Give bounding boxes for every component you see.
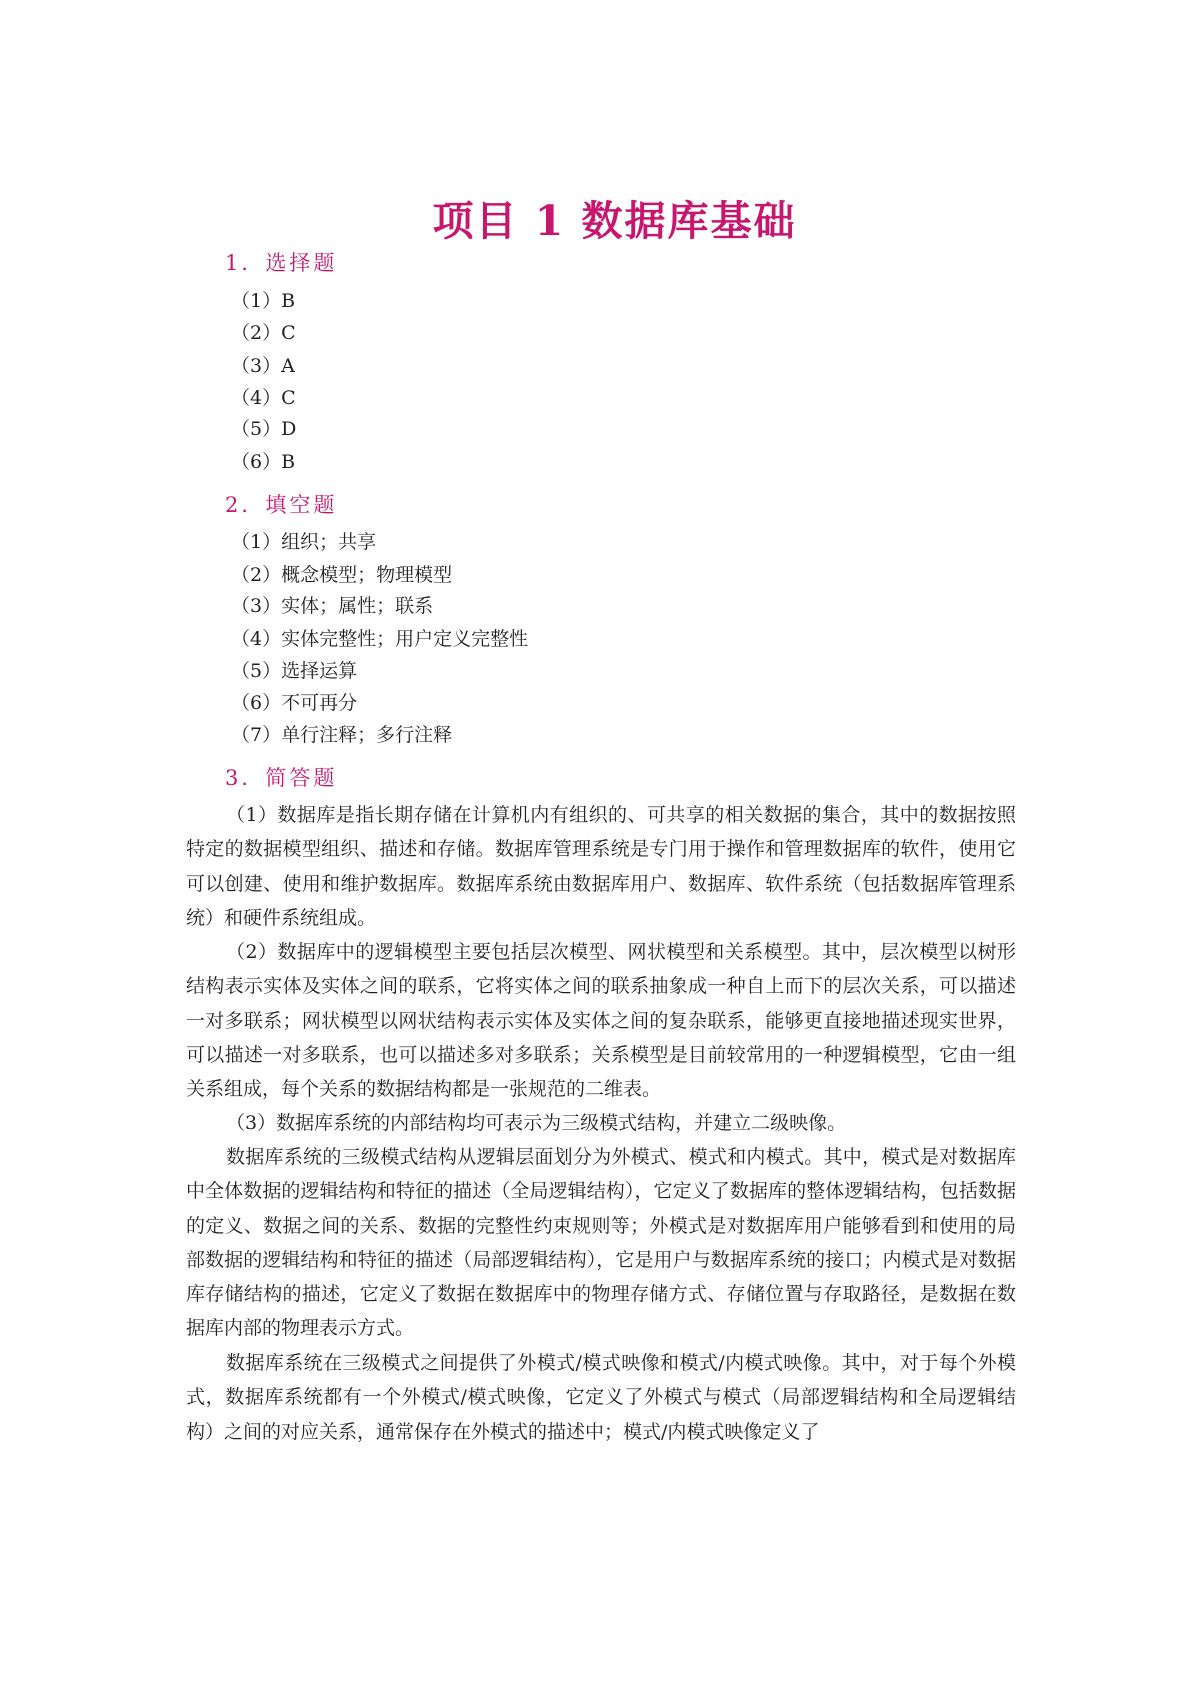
list-item: （2）C xyxy=(231,322,296,344)
list-item: （3）A xyxy=(231,355,295,377)
list-item: （1）B xyxy=(231,290,296,312)
section-heading-fill: 2．填空题 xyxy=(225,493,338,517)
list-item: （5）D xyxy=(231,418,297,440)
answer-paragraph: 数据库系统在三级模式之间提供了外模式/模式映像和模式/内模式映像。其中，对于每个外模式，数据库系统都有一个外模式/模式映像，它定义了外模式与模式（局部逻辑结构和全局逻辑结构）之间的对应关系，通常保存在外模式的描述中；模式/内模式映像定义了 xyxy=(186,1352,1016,1443)
list-item: （1）组织；共享 xyxy=(231,531,377,553)
answer-paragraph: （1）数据库是指长期存储在计算机内有组织的、可共享的相关数据的集合，其中的数据按照特定的数据模型组织、描述和存储。数据库管理系统是专门用于操作和管理数据库的软件，使用它可以创建、使用和维护数据库。数据库系统由数据库用户、数据库、软件系统（包括数据库管理系统）和硬件系统组成。 xyxy=(186,804,1016,929)
section-heading-choice: 1．选择题 xyxy=(225,251,338,275)
list-item: （7）单行注释；多行注释 xyxy=(231,724,453,746)
list-item: （3）实体；属性；联系 xyxy=(231,595,434,617)
list-item: （5）选择运算 xyxy=(231,660,358,682)
answer-paragraph: 数据库系统的三级模式结构从逻辑层面划分为外模式、模式和内模式。其中，模式是对数据库中全体数据的逻辑结构和特征的描述（全局逻辑结构），它定义了数据库的整体逻辑结构，包括数据的定义、数据之间的关系、数据的完整性约束规则等；外模式是对数据库用户能够看到和使用的局部数据的逻辑结构和特征的描述（局部逻辑结构），它是用户与数据库系统的接口；内模式是对数据库存储结构的描述，它定义了数据在数据库中的物理存储方式、存储位置与存取路径，是数据在数据库内部的物理表示方式。 xyxy=(186,1146,1016,1340)
answer-paragraph: （2）数据库中的逻辑模型主要包括层次模型、网状模型和关系模型。其中，层次模型以树形结构表示实体及实体之间的联系，它将实体之间的联系抽象成一种自上而下的层次关系，可以描述一对多联系；网状模型以网状结构表示实体及实体之间的复杂联系，能够更直接地描述现实世界，可以描述一对多联系，也可以描述多对多联系；关系模型是目前较常用的一种逻辑模型，它由一组关系组成，每个关系的数据结构都是一张规范的二维表。 xyxy=(186,941,1016,1101)
answer-paragraph: （3）数据库系统的内部结构均可表示为三级模式结构，并建立二级映像。 xyxy=(226,1112,847,1134)
page-title: 项目 1 数据库基础 xyxy=(432,197,797,245)
list-item: （6）不可再分 xyxy=(231,692,358,714)
list-item: （4）C xyxy=(231,387,296,409)
list-item: （6）B xyxy=(231,451,296,473)
list-item: （4）实体完整性；用户定义完整性 xyxy=(231,628,529,650)
section-heading-short-answer: 3．简答题 xyxy=(225,766,338,790)
list-item: （2）概念模型；物理模型 xyxy=(231,564,453,586)
